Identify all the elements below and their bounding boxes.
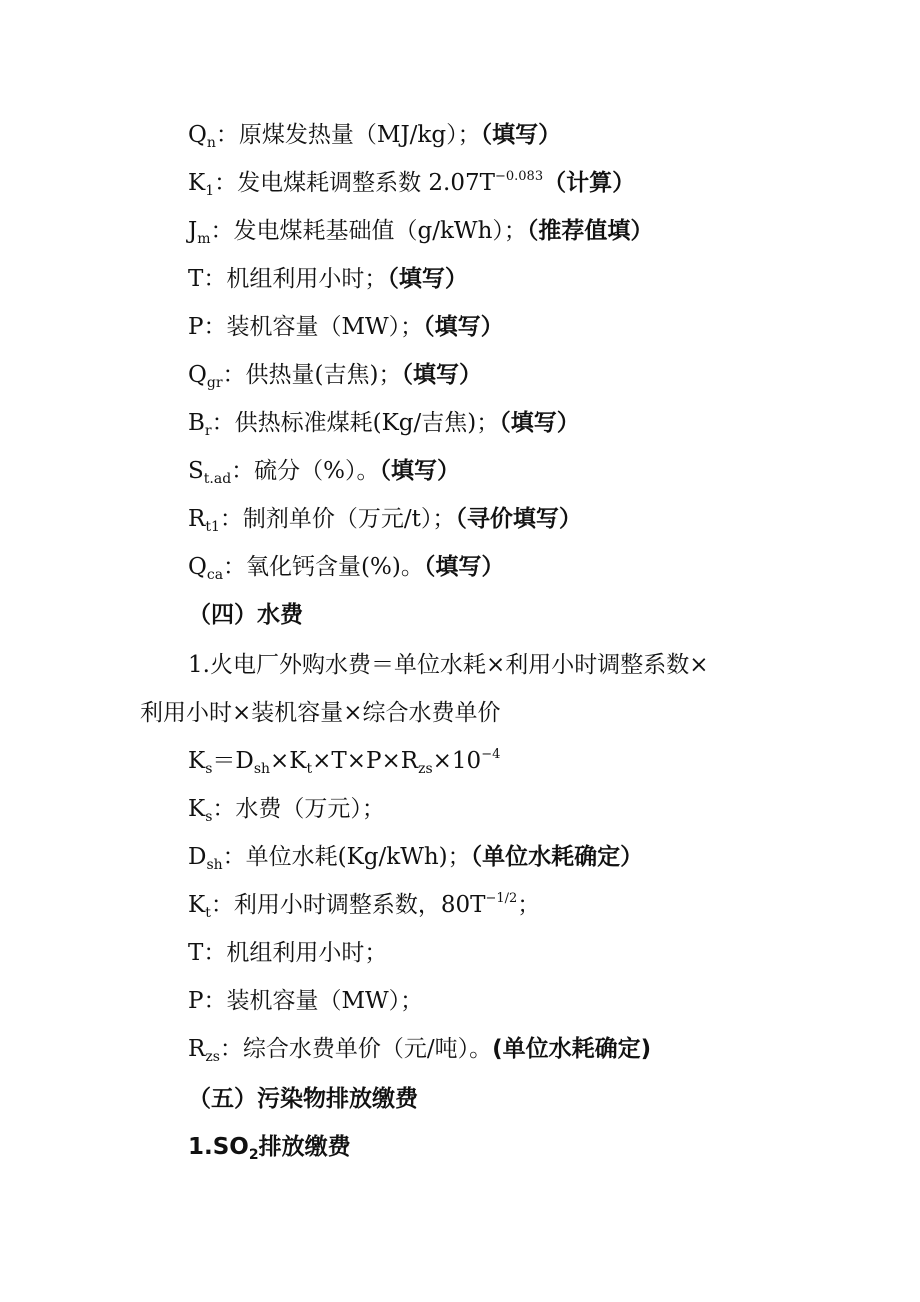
var-p-2: P：装机容量（MW）； [188, 988, 424, 1014]
var-dsh: $D_{sh}$：单位水耗(Kg/kWh)；（单位水耗确定） [188, 844, 644, 873]
var-t: T：机组利用小时；（填写） [188, 266, 468, 292]
var-rzs: $R_{zs}$：综合水费单价（元/吨）。(单位水耗确定) [188, 1036, 652, 1065]
var-qca: $Q_{ca}$：氧化钙含量(%)。（填写） [188, 554, 505, 583]
var-k1: $K_1$：发电煤耗调整系数 $2.07T^{-0.083}$（计算） [188, 169, 636, 199]
section-heading-pollutant-fee: （五）污染物排放缴费 [188, 1086, 418, 1112]
var-st: $S_{t.ad}$：硫分（%）。（填写） [188, 458, 461, 487]
var-p: P：装机容量（MW）；（填写） [188, 314, 504, 340]
section-heading-water-fee: （四）水费 [188, 602, 303, 628]
var-br: $B_r$：供热标准煤耗(Kg/吉焦)；（填写） [188, 410, 580, 439]
var-ks: $K_s$：水费（万元）； [188, 796, 385, 825]
item-1-line-b: 利用小时×装机容量×综合水费单价 [140, 700, 501, 726]
var-qgr: $Q_{gr}$：供热量(吉焦)；（填写） [188, 362, 482, 391]
var-kt: $K_t$：利用小时调整系数，$80T^{-1/2}$； [188, 891, 541, 921]
var-jm: $J_m$：发电煤耗基础值（g/kWh）；（推荐值填） [188, 218, 654, 247]
var-rt1: $R_{t1}$：制剂单价（万元/t）；（寻价填写） [188, 506, 582, 535]
item-1-line-a: 1.火电厂外购水费＝单位水耗×利用小时调整系数× [188, 652, 709, 678]
var-t-2: T：机组利用小时； [188, 940, 388, 966]
subsection-so2-fee: $1.SO_2$排放缴费 [188, 1134, 351, 1163]
water-fee-formula: $K_s=D_{sh}\times K_t\times T\times P\times R_{zs}\times 10^{-4}$ [188, 747, 501, 777]
var-qn: $Q_n$：原煤发热量（MJ/kg）；（填写） [188, 122, 562, 151]
